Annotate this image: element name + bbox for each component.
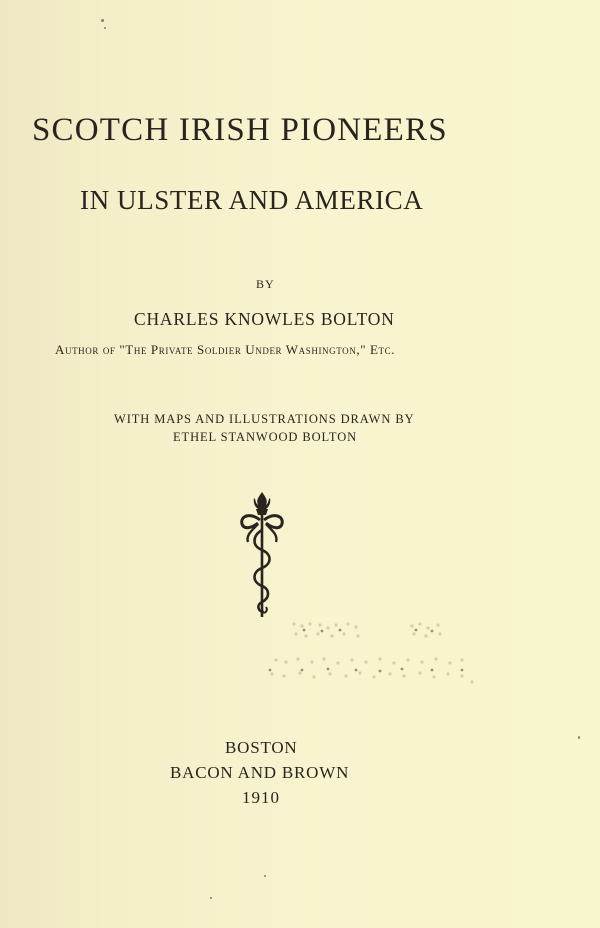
publication-year: 1910 [242, 788, 280, 807]
paper-speck [210, 897, 212, 899]
by-label: BY [256, 277, 275, 291]
paper-speck [104, 27, 106, 29]
torch-caduceus-icon [236, 490, 288, 620]
paper-speck [264, 875, 266, 877]
book-title: SCOTCH IRISH PIONEERS [32, 112, 448, 148]
paper-speck [101, 19, 104, 22]
perforation-stamp [262, 612, 482, 697]
illustrations-credit-line-1: WITH MAPS AND ILLUSTRATIONS DRAWN BY [114, 412, 415, 426]
author-credit: Author of "The Private Soldier Under Washington," Etc. [55, 342, 396, 357]
publisher-name: BACON AND BROWN [170, 763, 350, 782]
author-name: CHARLES KNOWLES BOLTON [134, 309, 395, 329]
illustrations-credit-line-2: ETHEL STANWOOD BOLTON [173, 430, 358, 444]
publication-place: BOSTON [225, 738, 298, 757]
book-subtitle: IN ULSTER AND AMERICA [80, 185, 424, 215]
paper-speck [578, 736, 580, 739]
